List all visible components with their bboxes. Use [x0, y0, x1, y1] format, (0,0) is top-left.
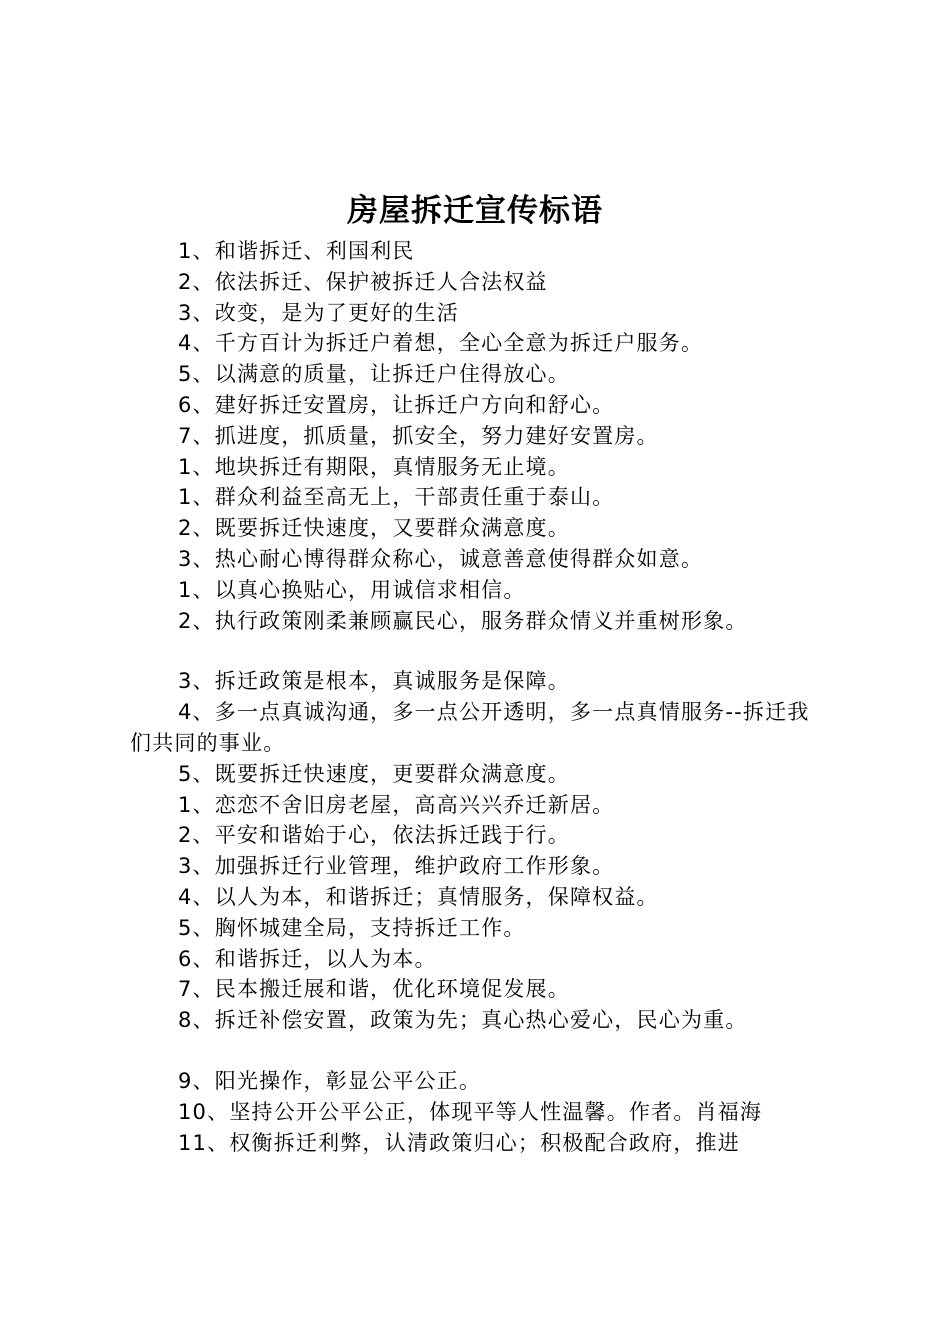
slogan-line: 6、和谐拆迁，以人为本。 [178, 946, 437, 971]
slogan-line: 6、建好拆迁安置房，让拆迁户方向和舒心。 [178, 392, 615, 417]
slogan-line: 8、拆迁补偿安置，政策为先；真心热心爱心，民心为重。 [178, 1008, 748, 1033]
slogan-line: 7、民本搬迁展和谐，优化环境促发展。 [178, 977, 570, 1002]
slogan-line: 4、千方百计为拆迁户着想，全心全意为拆迁户服务。 [178, 331, 704, 356]
slogan-line: 3、热心耐心博得群众称心，诚意善意使得群众如意。 [178, 546, 704, 571]
slogan-line: 5、既要拆迁快速度，更要群众满意度。 [178, 761, 570, 786]
slogan-line: 2、平安和谐始于心，依法拆迁践于行。 [178, 823, 570, 848]
slogan-line: 5、胸怀城建全局，支持拆迁工作。 [178, 915, 526, 940]
slogan-line: 7、抓进度，抓质量，抓安全，努力建好安置房。 [178, 423, 659, 448]
slogan-line: 5、以满意的质量，让拆迁户住得放心。 [178, 362, 570, 387]
slogan-line: 3、改变，是为了更好的生活 [178, 300, 459, 325]
document-title: 房屋拆迁宣传标语 [347, 193, 603, 229]
slogan-line: 2、执行政策刚柔兼顾赢民心，服务群众情义并重树形象。 [178, 608, 748, 633]
slogan-line: 4、以人为本，和谐拆迁；真情服务，保障权益。 [178, 884, 659, 909]
slogan-line: 4、多一点真诚沟通，多一点公开透明，多一点真情服务--拆迁我们共同的事业。 [130, 700, 810, 755]
slogan-line: 1、以真心换贴心，用诚信求相信。 [178, 577, 526, 602]
slogan-line: 2、依法拆迁、保护被拆迁人合法权益 [178, 269, 548, 294]
slogan-line: 1、恋恋不舍旧房老屋，高高兴兴乔迁新居。 [178, 792, 615, 817]
slogan-line: 3、拆迁政策是根本，真诚服务是保障。 [178, 669, 570, 694]
slogan-line: 10、坚持公开公平公正，体现平等人性温馨。作者。肖福海 [178, 1099, 763, 1124]
slogan-line: 2、既要拆迁快速度，又要群众满意度。 [178, 516, 570, 541]
slogan-line: 1、和谐拆迁、利国利民 [178, 239, 415, 263]
slogan-line: 1、群众利益至高无上，干部责任重于泰山。 [178, 485, 615, 510]
document-body [130, 236, 830, 1158]
slogan-line: 9、阳光操作，彰显公平公正。 [178, 1068, 482, 1093]
slogan-line: 11、权衡拆迁利弊，认清政策归心；积极配合政府，推进 [178, 1130, 740, 1155]
slogan-line: 1、地块拆迁有期限，真情服务无止境。 [178, 454, 570, 479]
slogan-line: 3、加强拆迁行业管理，维护政府工作形象。 [178, 854, 615, 879]
